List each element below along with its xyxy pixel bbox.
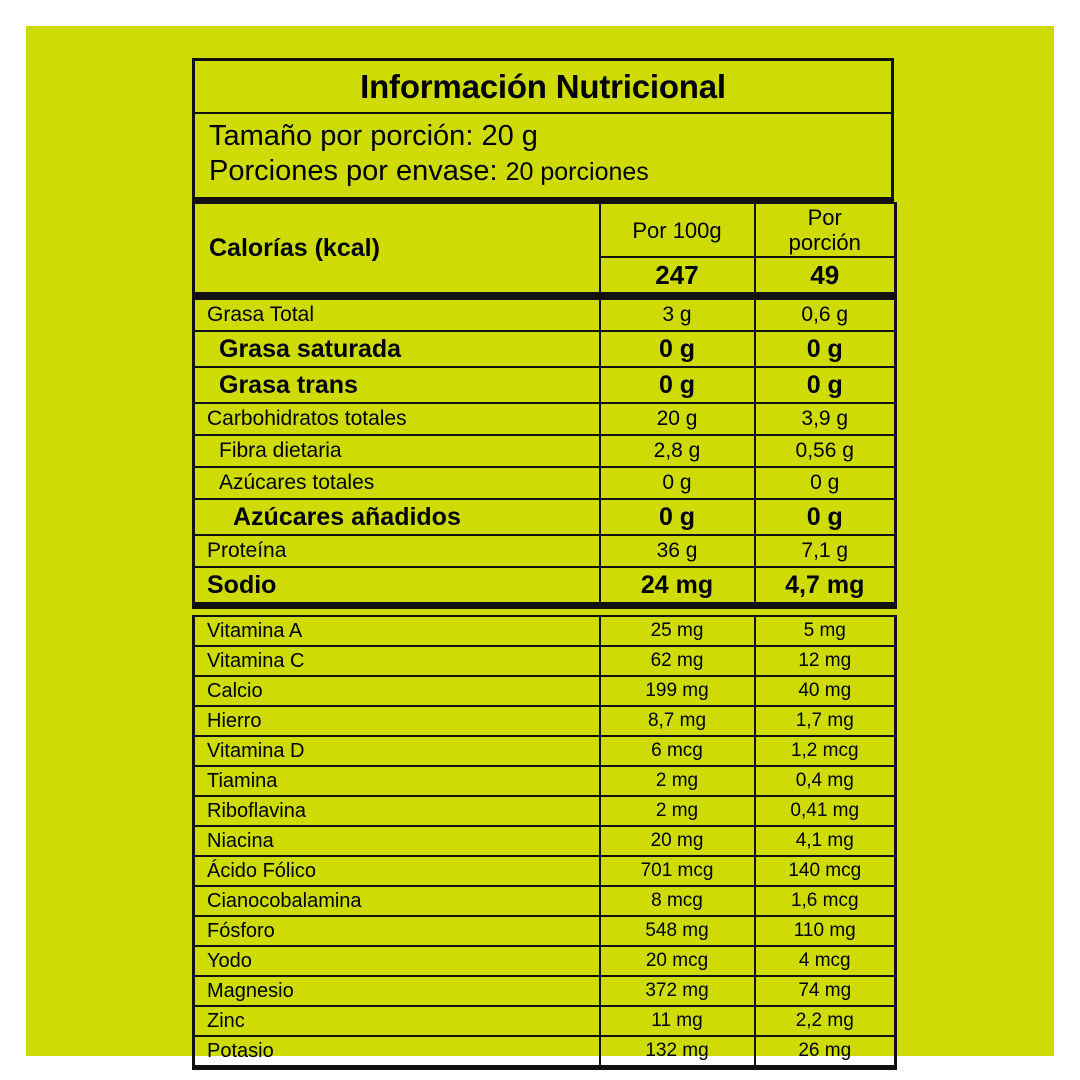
nutrient-per-serving: 12 mg [755,646,896,676]
column-header-per-serving [755,203,896,257]
nutrient-per-serving: 74 mg [755,976,896,1006]
nutrient-per-serving: 0 g [755,499,896,535]
serving-size-value: 20 g [481,120,538,152]
nutrient-per-serving: 0,4 mg [755,766,896,796]
nutrient-per-100g: 0 g [600,367,755,403]
table-row [194,916,896,946]
nutrient-per-100g: 199 mg [600,676,755,706]
nutrient-name: Riboflavina [194,796,600,826]
nutrient-per-100g: 20 mg [600,826,755,856]
table-row [194,946,896,976]
nutrient-name: Grasa saturada [194,331,600,367]
nutrient-name: Niacina [194,826,600,856]
nutrient-per-100g: 25 mg [600,616,755,646]
nutrient-per-100g: 0 g [600,467,755,499]
nutrient-per-100g: 62 mg [600,646,755,676]
nutrient-name: Azúcares totales [194,467,600,499]
nutrient-per-serving: 4,7 mg [755,567,896,606]
nutrient-per-serving: 140 mcg [755,856,896,886]
nutrient-name: Zinc [194,1006,600,1036]
table-row [194,499,896,535]
nutrient-per-100g: 701 mcg [600,856,755,886]
nutrient-name: Cianocobalamina [194,886,600,916]
nutrient-per-100g: 2 mg [600,766,755,796]
table-row [194,736,896,766]
nutrient-per-100g: 2,8 g [600,435,755,467]
servings-per-container-label: Porciones por envase: [209,155,498,187]
nutrient-name: Magnesio [194,976,600,1006]
nutrient-per-serving: 0 g [755,367,896,403]
nutrient-per-100g: 20 g [600,403,755,435]
nutrient-per-100g: 372 mg [600,976,755,1006]
nutrient-per-serving: 5 mg [755,616,896,646]
label-title-box [192,58,894,114]
table-row [194,676,896,706]
nutrient-name: Yodo [194,946,600,976]
nutrient-per-serving: 0,56 g [755,435,896,467]
calories-row-label: Calorías (kcal) [194,203,600,295]
nutrient-per-100g: 0 g [600,331,755,367]
nutrient-per-serving: 2,2 mg [755,1006,896,1036]
table-row [194,886,896,916]
table-row [194,567,896,606]
nutrient-per-100g: 24 mg [600,567,755,606]
table-row [194,706,896,736]
table-row [194,856,896,886]
table-row [194,367,896,403]
column-header-per-serving-line1: Por [807,205,842,230]
nutrient-per-serving: 26 mg [755,1036,896,1068]
macronutrients-table [192,298,897,609]
nutrient-per-100g: 548 mg [600,916,755,946]
nutrient-name: Carbohidratos totales [194,403,600,435]
nutrient-per-serving: 4 mcg [755,946,896,976]
nutrient-name: Grasa Total [194,299,600,331]
nutrient-per-serving: 1,6 mcg [755,886,896,916]
column-header-per-serving-line2: porción [788,230,861,255]
serving-size-label: Tamaño por porción: [209,120,474,152]
serving-size-line [209,119,891,154]
nutrient-per-serving: 4,1 mg [755,826,896,856]
nutrient-per-100g: 6 mcg [600,736,755,766]
table-row [194,403,896,435]
nutrient-name: Fibra dietaria [194,435,600,467]
nutrient-per-100g: 0 g [600,499,755,535]
table-row [194,826,896,856]
column-header-per-100g: Por 100g [600,203,755,257]
nutrient-per-serving: 0,6 g [755,299,896,331]
table-row [194,616,896,646]
nutrient-per-100g: 8 mcg [600,886,755,916]
table-row [194,1036,896,1068]
page-title: Información Nutricional [360,67,726,105]
table-row [194,976,896,1006]
nutrient-per-100g: 3 g [600,299,755,331]
nutrient-per-100g: 11 mg [600,1006,755,1036]
calories-table [192,202,897,298]
table-row [194,331,896,367]
nutrient-per-serving: 0,41 mg [755,796,896,826]
nutrition-facts-label [192,58,894,1070]
table-row [194,467,896,499]
table-row [194,535,896,567]
calories-value-per-100g: 247 [600,257,755,295]
nutrition-label-panel [26,26,1054,1062]
nutrient-name: Tiamina [194,766,600,796]
nutrient-name: Hierro [194,706,600,736]
nutrient-name: Vitamina C [194,646,600,676]
nutrient-per-serving: 3,9 g [755,403,896,435]
table-row [194,1006,896,1036]
nutrient-per-100g: 36 g [600,535,755,567]
calories-value-per-serving: 49 [755,257,896,295]
micronutrients-table [192,615,897,1070]
nutrient-per-100g: 8,7 mg [600,706,755,736]
servings-per-container-value: 20 porciones [505,158,649,186]
table-row [194,796,896,826]
nutrient-name: Azúcares añadidos [194,499,600,535]
nutrient-per-serving: 7,1 g [755,535,896,567]
nutrient-name: Vitamina A [194,616,600,646]
table-row [194,766,896,796]
nutrient-name: Proteína [194,535,600,567]
nutrient-name: Potasio [194,1036,600,1068]
nutrient-name: Vitamina D [194,736,600,766]
calories-header-row [194,203,896,257]
nutrient-per-100g: 2 mg [600,796,755,826]
table-row [194,435,896,467]
nutrient-name: Grasa trans [194,367,600,403]
nutrient-per-serving: 40 mg [755,676,896,706]
table-row [194,299,896,331]
nutrient-per-serving: 0 g [755,467,896,499]
nutrient-per-100g: 132 mg [600,1036,755,1068]
nutrient-per-100g: 20 mcg [600,946,755,976]
nutrient-per-serving: 110 mg [755,916,896,946]
nutrient-name: Fósforo [194,916,600,946]
servings-per-container-line [209,154,891,190]
nutrient-per-serving: 0 g [755,331,896,367]
table-row [194,646,896,676]
nutrient-per-serving: 1,7 mg [755,706,896,736]
nutrient-name: Calcio [194,676,600,706]
serving-info-box [192,114,894,202]
nutrient-name: Sodio [194,567,600,606]
nutrient-per-serving: 1,2 mcg [755,736,896,766]
nutrient-name: Ácido Fólico [194,856,600,886]
